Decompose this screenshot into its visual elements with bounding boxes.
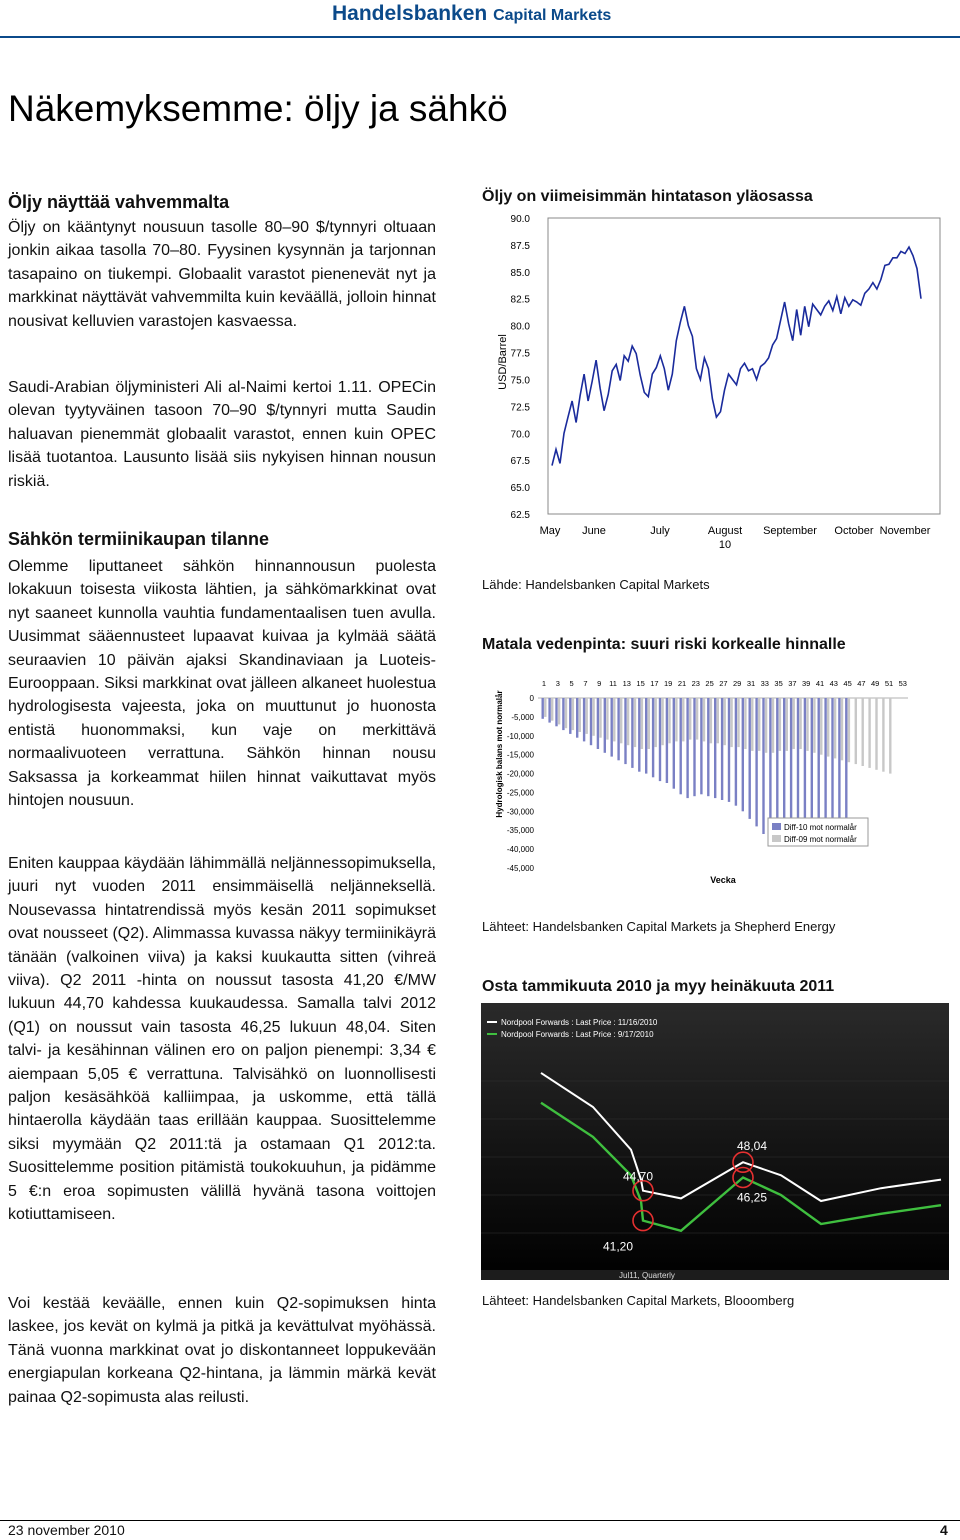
hydro-x-tick: 17 [650, 679, 659, 688]
hydro-bar [641, 698, 643, 749]
oil-x-tick: August [707, 525, 743, 537]
oil-y-tick: 80.0 [510, 321, 530, 333]
hydro-y-tick: -15,000 [506, 750, 534, 760]
oil-y-tick: 77.5 [510, 348, 530, 360]
hydro-bar [862, 698, 864, 766]
hydro-legend-10: Diff-10 mot normalår [784, 823, 857, 832]
brand-subtitle: Capital Markets [493, 7, 612, 24]
oil-paragraph-1: Öljy on kääntynyt nousuun tasolle 80–90 $/tynnyri oltuaan jonkin aikaa tasolla 70–80. Fyysinen kysynnän ja tarjonnan tasapaino on tiukempi. Globaalit varastot pienenevät nyt ja markkinat näyttävät vahvemmilta kuin keväällä, jolloin hinnat nousivat kelluvien varastojen kasvaessa. [8, 219, 436, 330]
hydro-x-tick: 5 [569, 679, 574, 688]
hydro-y-tick: 0 [529, 694, 534, 703]
hydro-bar [799, 698, 801, 749]
brand-logo [332, 2, 611, 26]
hydro-bar [634, 698, 636, 747]
hydro-x-tick: 49 [871, 679, 880, 688]
hydro-y-tick: -20,000 [506, 769, 534, 779]
hydro-bar [827, 698, 829, 757]
hydro-legend-09: Diff-09 mot normalår [784, 835, 857, 844]
hydro-bar [624, 698, 626, 764]
hydro-bar [765, 698, 767, 753]
hydro-bar [793, 698, 795, 749]
hydro-bar [824, 698, 826, 836]
hydro-bar [693, 698, 695, 796]
oil-y-label: USD/Barrel [497, 334, 509, 390]
hydro-bar [728, 698, 730, 802]
oil-y-tick: 67.5 [510, 456, 530, 468]
hydro-bar [551, 698, 553, 721]
hydro-bar [652, 698, 654, 777]
hydro-bar [703, 698, 705, 741]
hydro-bar [758, 698, 760, 751]
power-paragraph-3: Voi kestää keväälle, ennen kuin Q2-sopimuksen hinta laskee, jos kevät on kylmä ja pitkä ja kevättulvat myöhässä. Tänä vuonna markkinat ovat jo diskontanneet loppukevään energiapulan korkeana Q2-hintana, ja lämmin märkä kevät painaa Q2-sopimusta alas reilusti. [8, 1295, 436, 1406]
forward-legend-1: Nordpool Forwards : Last Price : 11/16/2010 [501, 1018, 658, 1027]
hydro-x-tick: 9 [597, 679, 602, 688]
hydro-bar [755, 698, 757, 826]
hydro-bar [696, 698, 698, 740]
hydro-x-tick: 11 [609, 679, 617, 688]
hydro-bar [841, 698, 843, 760]
hydro-bar [576, 698, 578, 738]
hydro-bar [620, 698, 622, 743]
hydro-y-tick: -30,000 [506, 807, 534, 817]
oil-x-tick: September [763, 525, 817, 537]
oil-x-tick: July [650, 525, 670, 537]
hydro-bar [666, 698, 668, 783]
hydro-balance-chart [480, 664, 950, 904]
header-rule [0, 36, 960, 38]
hydro-bar [772, 698, 774, 753]
hydro-bar [818, 698, 820, 838]
hydro-y-tick: -40,000 [506, 845, 534, 855]
hydro-bar [682, 698, 684, 741]
forward-annotation: 46,25 [737, 1190, 768, 1205]
hydro-chart-source: Lähteet: Handelsbanken Capital Markets ja Shepherd Energy [482, 919, 836, 934]
hydro-bar [606, 698, 608, 740]
hydro-y-tick: -45,000 [506, 864, 534, 873]
hydro-bar [717, 698, 719, 743]
hydro-bar [613, 698, 615, 741]
oil-x-tick: June [582, 525, 606, 537]
power-paragraph-1: Olemme liputtaneet sähkön hinnannousun puolesta lokakuun toisesta viikosta lähtien, ja sähkömarkkinat ovat nyt saaneet kunnolla vauhtia fundamentaalisen tuen avulla. Uusimmat sääennusteet lupaavat kuivaa ja kylmää säätä seuraavien 10 päivän ajaksi Skandinaviaan ja Luoteis-Eurooppaan. Siksi markkinat ovat jälleen alkaneet huolestua hydrologisesta vajeesta, joka on muuttunut jo huonosta entistä huonommaksi, kun vaje on merkittävä normaalivuoteen verrattuna. Sähkön hinnan nousu Saksassa ja korkeammat hiilen hinnat vaikuttavat myös hintojen nousuun. [8, 558, 436, 810]
hydro-bar [855, 698, 857, 764]
hydro-x-tick: 43 [829, 679, 838, 688]
hydro-bar [689, 698, 691, 740]
forward-axis-bar [481, 1270, 949, 1280]
forward-chart-source: Lähteet: Handelsbanken Capital Markets, Blooomberg [482, 1293, 795, 1308]
hydro-x-tick: 53 [898, 679, 907, 688]
hydro-legend-swatch-09 [772, 835, 781, 842]
oil-y-tick: 62.5 [510, 510, 530, 521]
legend-swatch-green [487, 1033, 497, 1035]
oil-y-tick: 65.0 [510, 483, 530, 495]
hydro-bar [751, 698, 753, 751]
hydro-bar [776, 698, 778, 838]
footer-date: 23 november 2010 [8, 1522, 125, 1538]
hydro-x-tick: 19 [664, 679, 673, 688]
hydro-bar [721, 698, 723, 800]
hydro-bar [831, 698, 833, 834]
hydro-y-label: Hydrologisk balans mot normalår [495, 690, 504, 818]
hydro-bar [820, 698, 822, 755]
page-number: 4 [940, 1522, 948, 1538]
hydro-bar [586, 698, 588, 734]
hydro-bar [648, 698, 650, 749]
hydro-bar [838, 698, 840, 828]
hydro-bar [583, 698, 585, 741]
forward-curve-chart [481, 1003, 949, 1280]
forward-annotation: 44,70 [623, 1169, 654, 1184]
hydro-bar [813, 698, 815, 753]
oil-chart-source: Lähde: Handelsbanken Capital Markets [482, 577, 710, 592]
hydro-x-tick: 41 [815, 679, 825, 688]
hydro-bar [661, 698, 663, 745]
forward-annotation: 48,04 [737, 1139, 768, 1154]
hydro-bar [548, 698, 550, 723]
oil-y-tick: 72.5 [510, 402, 530, 414]
hydro-bar [569, 698, 571, 734]
oil-price-chart [480, 212, 950, 557]
hydro-bar [572, 698, 574, 730]
hydro-x-tick: 21 [677, 679, 687, 688]
hydro-bar [668, 698, 670, 743]
oil-y-tick: 70.0 [510, 429, 530, 441]
hydro-bar [675, 698, 677, 741]
oil-heading: Öljy näyttää vahvemmalta [8, 192, 230, 212]
oil-x-tick: October [834, 525, 874, 537]
forward-chart-bg [481, 1003, 949, 1280]
hydro-bar [680, 698, 682, 794]
hydro-bar [604, 698, 606, 753]
hydro-x-tick: 15 [636, 679, 645, 688]
hydro-x-tick: 33 [760, 679, 769, 688]
hydro-x-tick: 3 [555, 679, 560, 688]
hydro-bar [848, 698, 850, 762]
oil-x-tick: 10 [718, 539, 732, 551]
hydro-bar [889, 698, 891, 774]
hydro-bar [769, 698, 771, 836]
oil-y-tick: 87.5 [510, 240, 530, 252]
hydro-bar [565, 698, 567, 728]
hydro-bar [744, 698, 746, 749]
hydro-bar [659, 698, 661, 781]
hydro-x-tick: 27 [719, 679, 728, 688]
hydro-x-label: Vecka [710, 875, 736, 885]
hydro-bar [786, 698, 788, 751]
hydro-x-tick: 47 [857, 679, 866, 688]
hydro-bar [590, 698, 592, 745]
hydro-bar [673, 698, 675, 789]
hydro-chart-heading: Matala vedenpinta: suuri riski korkealle hinnalle [482, 636, 846, 653]
hydro-y-tick: -5,000 [511, 712, 534, 722]
hydro-x-tick: 37 [788, 679, 797, 688]
hydro-bar [737, 698, 739, 747]
hydro-bar [868, 698, 870, 768]
hydro-legend-swatch-10 [772, 823, 781, 830]
oil-y-tick: 82.5 [510, 294, 530, 306]
hydro-bar [638, 698, 640, 772]
hydro-bar [779, 698, 781, 751]
hydro-bar [544, 698, 546, 717]
hydro-bar [875, 698, 877, 770]
oil-y-tick: 90.0 [510, 214, 530, 225]
hydro-bar [617, 698, 619, 760]
hydro-x-tick: 29 [733, 679, 742, 688]
hydro-bar [579, 698, 581, 732]
hydro-y-tick: -10,000 [506, 731, 534, 741]
hydro-x-tick: 1 [541, 679, 547, 688]
hydro-bar [714, 698, 716, 798]
oil-y-tick: 85.0 [510, 267, 530, 279]
hydro-bar [749, 698, 751, 819]
hydro-bar [597, 698, 599, 749]
hydro-y-tick: -25,000 [506, 788, 534, 798]
page-title: Näkemyksemme: öljy ja sähkö [8, 88, 508, 129]
hydro-bar [592, 698, 594, 736]
hydro-bar [558, 698, 560, 724]
oil-y-tick: 75.0 [510, 375, 530, 387]
oil-plot-frame [548, 218, 940, 514]
hydro-bar [707, 698, 709, 796]
oil-x-tick: November [879, 525, 931, 537]
hydro-bar [655, 698, 657, 747]
hydro-bar [686, 698, 688, 798]
hydro-bar [555, 698, 557, 726]
forward-chart-heading: Osta tammikuuta 2010 ja myy heinäkuuta 2011 [482, 978, 835, 995]
power-paragraph-2: Eniten kauppaa käydään lähimmällä neljännessopimuksella, juuri nyt vuoden 2011 ensimmäisellä neljänneksellä. Nousevassa hintatrendissä myös kesän 2011 sopimukset ovat nousseet (Q2). Alimmassa kuvassa näkyy termiinikäyrä tänään (valkoinen viiva) ja kaksi kuukautta sitten (vihreä viiva). Q2 2011 -hinta on noussut tasosta 41,20 €/MW lukuun 44,70 kahdessa kuukaudessa. Samalla talvi 2012 (Q1) on noussut vain tasosta 46,25 lukuun 48,04. Siten talvi- ja kesähinnan välinen ero on paljon pienempi: 3,34 € aiempaan 5,05 € verrattuna. Talvisähkö on luonnollisesti paljon kesäsähköä kalliimpaa, ja uskomme, että tällä hintaerolla käydään taas erillään kauppaa. Suosittelemme siksi myymään Q2 2011:tä ja ostamaan Q1 2012:ta. Suosittelemme position pitämistä toukokuuhun, ja pidämme 5 €:n eroa sopimusten välillä hyvänä tasona voittojen kotiuttamiseen. [8, 855, 436, 1224]
legend-swatch-white [487, 1021, 497, 1023]
hydro-bar [806, 698, 808, 751]
hydro-bar [730, 698, 732, 747]
hydro-x-tick: 51 [884, 679, 894, 688]
power-heading: Sähkön termiinikaupan tilanne [8, 529, 270, 549]
hydro-bar [700, 698, 702, 794]
hydro-bar [735, 698, 737, 806]
hydro-bar [645, 698, 647, 774]
footer-rule [0, 1520, 960, 1521]
forward-legend-2: Nordpool Forwards : Last Price : 9/17/2010 [501, 1030, 654, 1039]
hydro-bar [631, 698, 633, 768]
hydro-x-tick: 45 [843, 679, 852, 688]
hydro-x-tick: 25 [705, 679, 714, 688]
hydro-bar [710, 698, 712, 743]
hydro-bar [845, 698, 847, 821]
hydro-bar [762, 698, 764, 834]
forward-annotation: 41,20 [603, 1239, 634, 1254]
oil-chart-heading: Öljy on viimeisimmän hintatason yläosassa [482, 188, 813, 205]
hydro-bar [611, 698, 613, 757]
hydro-bar [834, 698, 836, 758]
hydro-bar [562, 698, 564, 730]
oil-paragraph-2: Saudi-Arabian öljyministeri Ali al-Naimi kertoi 1.11. OPECin olevan tyytyväinen tasoon 70–90 $/tynnyri mutta Saudin haluavan pienemmät globaalit varastot, ennen kuin OPEC lisää tuotantoa. Lausunto lisää siis nykyisen hinnan nousun riskiä. [8, 379, 436, 490]
hydro-bar [724, 698, 726, 745]
hydro-x-tick: 39 [802, 679, 811, 688]
hydro-x-tick: 31 [746, 679, 756, 688]
hydro-x-tick: 7 [583, 679, 588, 688]
hydro-bar [627, 698, 629, 745]
hydro-x-tick: 13 [622, 679, 631, 688]
hydro-bar [882, 698, 884, 772]
oil-x-tick: May [539, 525, 561, 537]
forward-x-tick: Jul11, Quarterly [619, 1271, 675, 1280]
hydro-x-tick: 35 [774, 679, 783, 688]
hydro-bar [599, 698, 601, 738]
hydro-bar [742, 698, 744, 811]
hydro-x-tick: 23 [691, 679, 700, 688]
hydro-y-tick: -35,000 [506, 826, 534, 836]
brand-name: Handelsbanken [332, 2, 488, 25]
hydro-bar [542, 698, 544, 719]
